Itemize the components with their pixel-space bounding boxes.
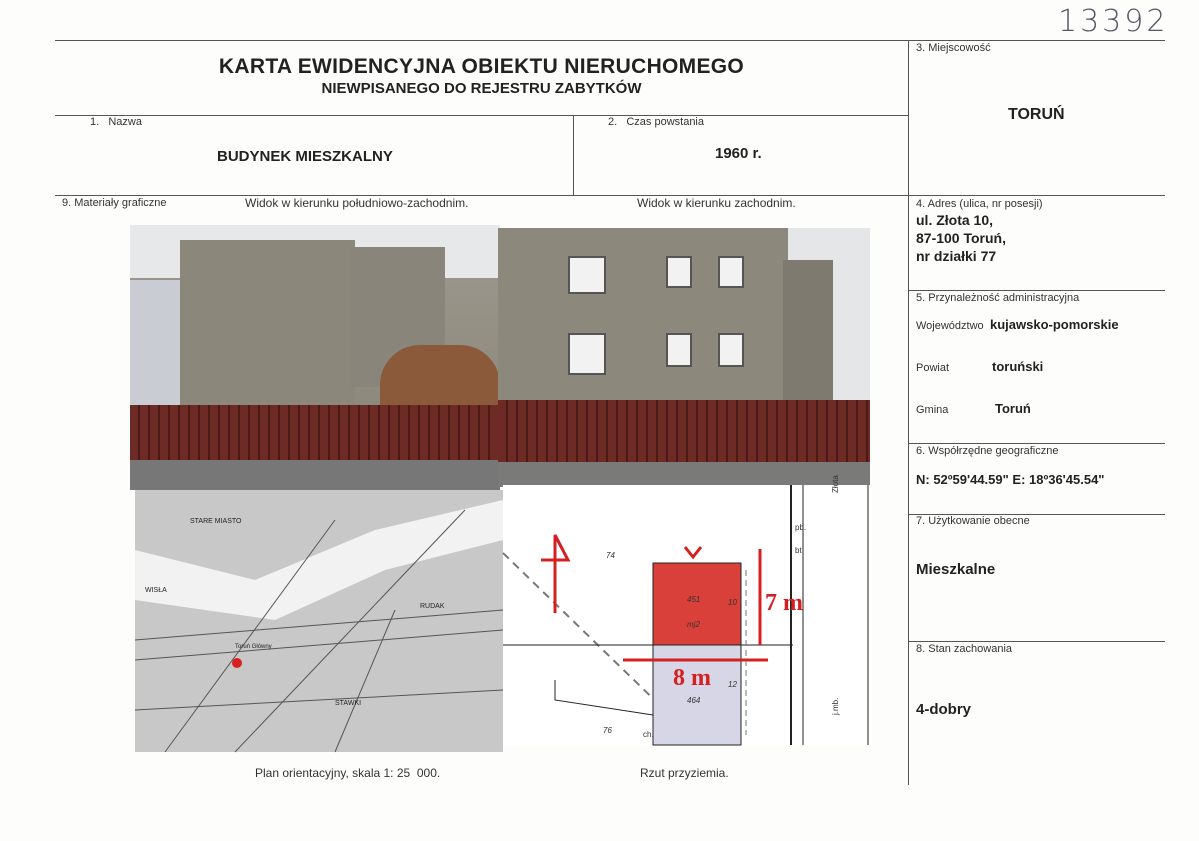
voivodeship-value: kujawsko-pomorskie — [990, 317, 1119, 332]
plan-label: pb. — [795, 523, 807, 532]
graphics-label: 9. Materiały graficzne — [62, 197, 167, 209]
plan-label: ch. — [643, 730, 654, 739]
plan-label: 74 — [606, 551, 615, 560]
map-label-river: WISŁA — [145, 587, 167, 594]
plan-label: 10 — [728, 598, 737, 607]
plan-label: 464 — [687, 696, 701, 705]
voivodeship-label: Województwo — [916, 320, 984, 332]
plan-label: Złota — [831, 475, 840, 493]
usage-label: 7. Użytkowanie obecne — [916, 515, 1030, 527]
date-value: 1960 r. — [715, 145, 762, 162]
location-marker — [232, 658, 242, 668]
photo-southwest-view — [130, 225, 500, 490]
plan-label: j.mb. — [831, 697, 840, 715]
address-line1: ul. Złota 10, — [916, 212, 994, 228]
photo-west-view — [498, 228, 870, 487]
plan-label: 12 — [728, 680, 737, 689]
map-label-station: Toruń Główny — [235, 644, 272, 650]
plan-caption: Rzut przyziemia. — [640, 766, 729, 780]
commune-value: Toruń — [995, 401, 1031, 416]
condition-value: 4-dobry — [916, 701, 972, 718]
usage-value: Mieszkalne — [916, 561, 996, 578]
locality-value: TORUŃ — [1008, 106, 1065, 123]
name-value: BUDYNEK MIESZKALNY — [217, 148, 393, 165]
county-label: Powiat — [916, 362, 950, 374]
date-label: 2. Czas powstania — [608, 116, 704, 128]
map-label-old-town: STARE MIASTO — [190, 518, 242, 525]
locality-label: 3. Miejscowość — [916, 42, 991, 54]
map-label-rudak: RUDAK — [420, 603, 445, 610]
address-line2: 87-100 Toruń, — [916, 230, 1006, 246]
admin-label: 5. Przynależność administracyjna — [916, 292, 1080, 304]
condition-label: 8. Stan zachowania — [916, 643, 1013, 655]
ground-floor-plan — [503, 475, 870, 745]
card-subtitle: NIEWPISANEGO DO REJESTRU ZABYTKÓW — [321, 80, 642, 97]
orientation-map — [135, 490, 503, 752]
inventory-number: 13392 — [1058, 4, 1169, 39]
coords-value: N: 52º59'44.59" E: 18º36'45.54" — [916, 472, 1105, 487]
map-caption: Plan orientacyjny, skala 1: 25 000. — [255, 766, 441, 780]
coords-label: 6. Współrzędne geograficzne — [916, 445, 1059, 457]
county-value: toruński — [992, 359, 1044, 374]
commune-label: Gmina — [916, 404, 949, 416]
width-dimension: 8 m — [673, 665, 711, 691]
address-line3: nr działki 77 — [916, 248, 997, 264]
plan-label: mj2 — [687, 620, 700, 629]
depth-dimension: 7 m — [765, 590, 803, 616]
address-label: 4. Adres (ulica, nr posesji) — [916, 198, 1043, 210]
plan-label: 76 — [603, 726, 612, 735]
plan-label: bt — [795, 546, 802, 555]
card-title: KARTA EWIDENCYJNA OBIEKTU NIERUCHOMEGO — [218, 55, 745, 78]
photo2-caption: Widok w kierunku zachodnim. — [637, 196, 796, 210]
photo1-caption: Widok w kierunku południowo-zachodnim. — [245, 196, 469, 210]
name-label: 1. Nazwa — [90, 116, 142, 128]
map-label-stawki: STAWKI — [335, 700, 362, 707]
plan-label: 451 — [687, 595, 701, 604]
